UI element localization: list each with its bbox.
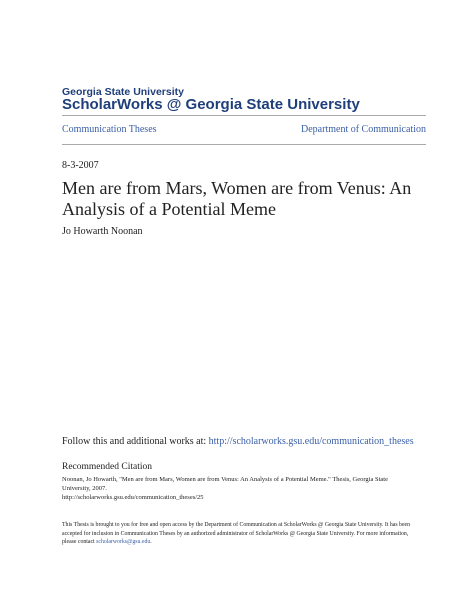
publication-date: 8-3-2007: [62, 160, 99, 171]
follow-prefix: Follow this and additional works at:: [62, 436, 209, 447]
citation-block: [62, 475, 402, 502]
follow-line: [62, 436, 414, 447]
notice-text: This Thesis is brought to you for free and open access by the Department of Communication at ScholarWorks @ Georgia State University. It has been accepted for inclusion in Communication Theses by an authorized administrator of ScholarWorks @ Georgia State University. For more information, please contact: [62, 522, 410, 545]
bottom-divider: [62, 144, 426, 145]
contact-email-link[interactable]: scholarworks@gsu.edu: [96, 539, 151, 545]
citation-heading: Recommended Citation: [62, 462, 152, 472]
department-link[interactable]: Department of Communication: [301, 124, 426, 135]
university-name: Georgia State University: [62, 86, 184, 98]
document-title: Men are from Mars, Women are from Venus: An Analysis of a Potential Meme: [62, 178, 412, 219]
citation-url: http://scholarworks.gsu.edu/communication_theses/25: [62, 494, 204, 501]
repository-name[interactable]: ScholarWorks @ Georgia State University: [62, 96, 360, 113]
collection-link[interactable]: Communication Theses: [62, 124, 157, 135]
top-divider: [62, 115, 426, 116]
access-notice: [62, 521, 422, 547]
author-name: Jo Howarth Noonan: [62, 226, 143, 237]
citation-text: Noonan, Jo Howarth, "Men are from Mars, Women are from Venus: An Analysis of a Potential Meme." Thesis, Georgia State University, 2007.: [62, 476, 388, 492]
notice-suffix: .: [150, 539, 152, 545]
follow-link[interactable]: http://scholarworks.gsu.edu/communication_theses: [208, 436, 414, 447]
